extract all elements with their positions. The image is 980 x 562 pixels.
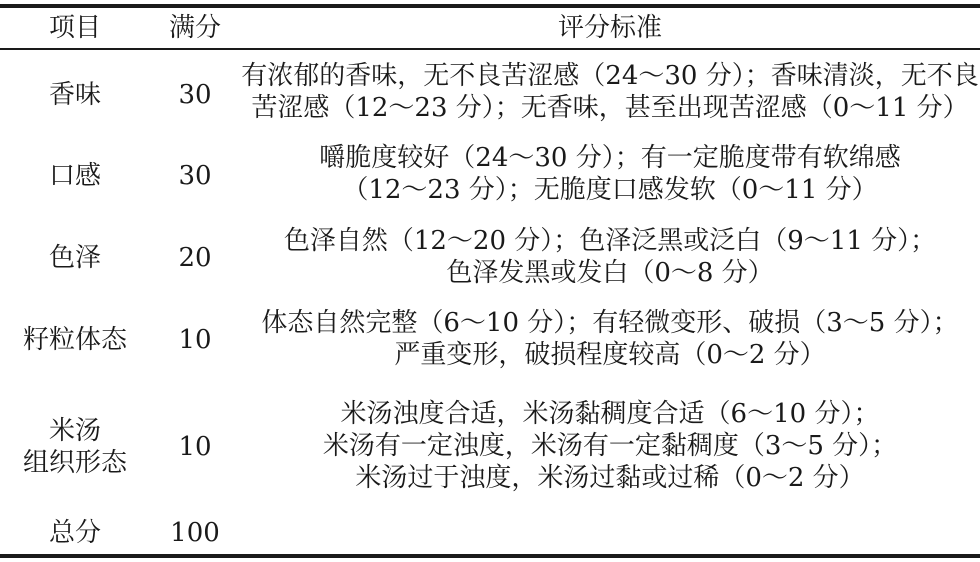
row-score: 30 — [178, 161, 212, 191]
table-header-rule — [0, 48, 980, 50]
row-item-line: 组织形态 — [22, 448, 127, 478]
header-criteria: 评分标准 — [557, 13, 662, 43]
criteria-line: 色泽发黑或发白（0～8 分） — [446, 258, 774, 288]
criteria-line: 严重变形，破损程度较高（0～2 分） — [394, 340, 826, 370]
row-score: 10 — [178, 432, 212, 462]
row-item — [0, 160, 150, 192]
row-item-line: 总分 — [48, 518, 101, 548]
row-item — [0, 415, 150, 479]
row-item-line: 口感 — [48, 161, 101, 191]
row-score: 20 — [178, 243, 212, 273]
criteria-line: 体态自然完整（6～10 分）；有轻微变形、破损（3～5 分）； — [261, 308, 959, 338]
criteria-line: 色泽自然（12～20 分）；色泽泛黑或泛白（9～11 分）； — [283, 226, 937, 256]
row-item — [0, 324, 150, 356]
criteria-line: 有浓郁的香味，无不良苦涩感（24～30 分）；香味清淡，无不良 — [241, 61, 979, 91]
row-criteria — [240, 398, 980, 494]
row-criteria — [240, 225, 980, 289]
row-score: 100 — [170, 518, 220, 548]
row-criteria — [240, 307, 980, 371]
header-item: 项目 — [48, 13, 101, 43]
row-item-line: 籽粒体态 — [22, 325, 127, 355]
row-score: 10 — [178, 325, 212, 355]
row-item-line: 色泽 — [48, 243, 101, 273]
table-bottom-rule — [0, 554, 980, 558]
criteria-line: 嚼脆度较好（24～30 分）；有一定脆度带有软绵感 — [319, 143, 901, 173]
header-score: 满分 — [168, 13, 221, 43]
row-criteria — [240, 142, 980, 206]
criteria-line: 米汤浊度合适，米汤黏稠度合适（6～10 分）； — [340, 399, 880, 429]
row-score: 30 — [178, 80, 212, 110]
row-item — [0, 517, 150, 549]
criteria-line: 苦涩感（12～23 分）；无香味，甚至出现苦涩感（0～11 分） — [251, 93, 969, 123]
row-item — [0, 79, 150, 111]
row-criteria — [240, 60, 980, 124]
table-top-rule — [0, 4, 980, 8]
row-item — [0, 242, 150, 274]
row-item-line: 香味 — [48, 80, 101, 110]
criteria-line: 米汤过于浊度，米汤过黏或过稀（0～2 分） — [355, 463, 865, 493]
criteria-line: 米汤有一定浊度，米汤有一定黏稠度（3～5 分）； — [322, 431, 898, 461]
row-item-line: 米汤 — [48, 416, 101, 446]
criteria-line: （12～23 分）；无脆度口感发软（0～11 分） — [342, 175, 878, 205]
